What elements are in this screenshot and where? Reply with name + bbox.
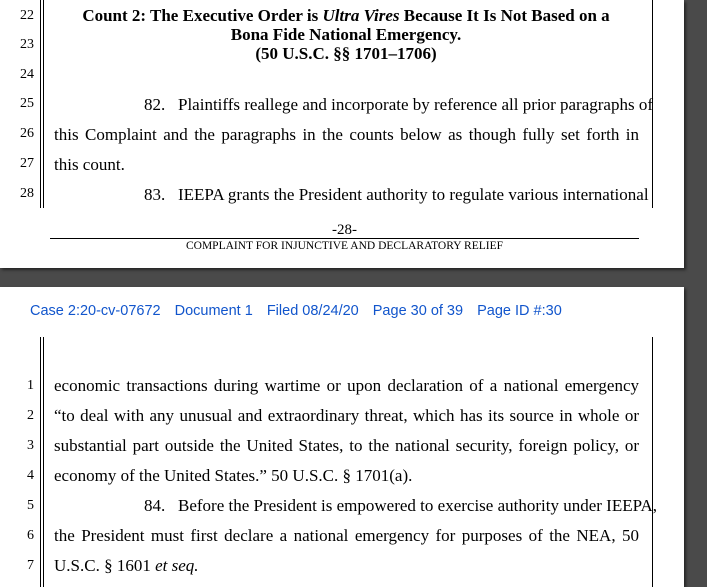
line-number: 6 — [27, 528, 34, 543]
line-number: 7 — [27, 558, 34, 573]
paragraph-82-line1: 82. Plaintiffs reallege and incorporate by reference all prior paragraphs of — [144, 95, 653, 114]
line-number: 26 — [20, 126, 34, 141]
document-page-29 — [0, 287, 684, 587]
document-number: Document 1 — [174, 303, 253, 319]
line-number: 24 — [20, 67, 34, 82]
line-number: 25 — [20, 96, 34, 111]
paragraph-83-line1: 83. IEEPA grants the President authority to regulate various international — [144, 185, 649, 204]
filed-date: Filed 08/24/20 — [266, 303, 359, 319]
body-line-2: “to deal with any unusual and extraordinary threat, which has its source in whole or — [54, 406, 639, 425]
body-line-1: economic transactions during wartime or upon declaration of a national emergency — [54, 376, 639, 395]
line-number: 1 — [27, 378, 34, 393]
case-header — [30, 303, 572, 319]
case-number: Case 2:20-cv-07672 — [30, 303, 161, 319]
page-count: Page 30 of 39 — [372, 303, 464, 319]
document-page-28 — [0, 0, 684, 268]
left-margin-rule-inner — [43, 0, 44, 208]
page-id: Page ID #:30 — [477, 303, 562, 319]
paragraph-number: 82. — [144, 95, 166, 114]
line-number: 22 — [20, 8, 34, 23]
footer-rule — [50, 238, 639, 239]
body-line-7: U.S.C. § 1601 et seq. — [54, 556, 199, 575]
line-number: 27 — [20, 156, 34, 171]
line-number: 2 — [27, 408, 34, 423]
line-number: 3 — [27, 438, 34, 453]
line-number: 23 — [20, 37, 34, 52]
left-margin-rule — [40, 0, 41, 208]
line-number: 5 — [27, 498, 34, 513]
left-margin-rule — [40, 337, 41, 587]
paragraph-number: 83. — [144, 185, 166, 204]
paragraph-number: 84. — [144, 496, 166, 515]
body-line-4: economy of the United States.” 50 U.S.C. § 1701(a). — [54, 466, 413, 485]
count-heading-line2: Bona Fide National Emergency. — [230, 25, 462, 44]
page-number: -28- — [332, 222, 357, 238]
paragraph-82-line3: this count. — [54, 155, 125, 174]
body-line-3: substantial part outside the United States, to the national security, foreign policy, or — [54, 436, 639, 455]
count-heading-line3: (50 U.S.C. §§ 1701–1706) — [255, 44, 437, 63]
left-margin-rule-inner — [43, 337, 44, 587]
line-number: 28 — [20, 186, 34, 201]
line-number: 4 — [27, 468, 34, 483]
right-margin-rule — [652, 337, 653, 587]
footer-title: COMPLAINT FOR INJUNCTIVE AND DECLARATORY RELIEF — [185, 240, 503, 252]
paragraph-82-line2: this Complaint and the paragraphs in the counts below as though fully set forth in — [54, 125, 639, 144]
body-line-6: the President must first declare a national emergency for purposes of the NEA, 50 — [54, 526, 639, 545]
paragraph-84-line1: 84. Before the President is empowered to exercise authority under IEEPA, — [144, 496, 658, 515]
count-heading-line1: Count 2: The Executive Order is Ultra Vires Because It Is Not Based on a — [82, 6, 610, 25]
